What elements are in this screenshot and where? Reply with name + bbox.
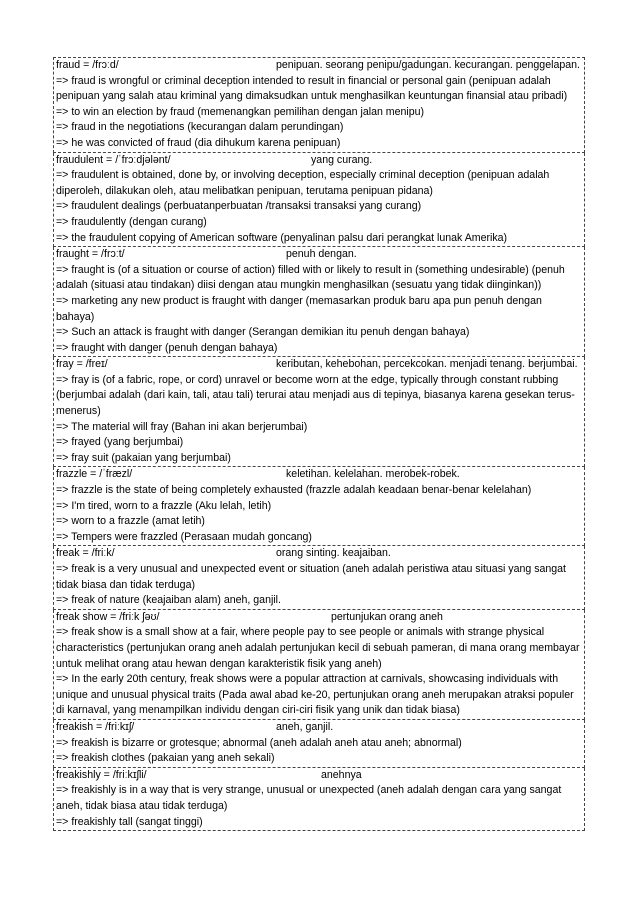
headword: fraud = /frɔːd/ bbox=[56, 59, 119, 71]
example-line: => worn to a frazzle (amat letih) bbox=[56, 515, 205, 528]
example-line: => fraudulently (dengan curang) bbox=[56, 215, 207, 228]
example-line: => freak of nature (keajaiban alam) aneh, ganjil. bbox=[56, 594, 281, 607]
headword: fray = /freɪ/ bbox=[56, 358, 108, 371]
dictionary-entry bbox=[53, 768, 585, 831]
entry-heading bbox=[56, 720, 582, 736]
example-line: => The material will fray (Bahan ini akan berjerumbai) bbox=[56, 420, 308, 433]
example-line: => fraught with danger (penuh dengan bahaya) bbox=[56, 341, 278, 354]
entry-heading bbox=[56, 768, 582, 784]
meaning: yang curang. bbox=[311, 153, 373, 166]
example-line: => fraud in the negotiations (kecurangan dalam perundingan) bbox=[56, 121, 344, 134]
meaning: penuh dengan. bbox=[286, 248, 357, 261]
example-line: => I'm tired, worn to a frazzle (Aku lelah, letih) bbox=[56, 499, 272, 512]
entry-heading bbox=[56, 247, 582, 263]
headword: freakishly = /friːkɪʃli/ bbox=[56, 768, 147, 781]
example-line: => frazzle is the state of being completely exhausted (frazzle adalah keadaan benar-benar kelelahan) bbox=[56, 484, 532, 497]
headword: freak show = /friːk ʃəʊ/ bbox=[56, 610, 160, 623]
dictionary-entry bbox=[53, 467, 585, 546]
meaning: penipuan. seorang penipu/gadungan. kecurangan. penggelapan. bbox=[276, 59, 580, 71]
example-line: => fraud is wrongful or criminal deception intended to result in financial or personal gain (penipuan adalah penipuan yang salah atau kriminal yang dimaksudkan untuk menghasilkan keuntungan finansial atau pribadi) bbox=[56, 74, 568, 103]
meaning: pertunjukan orang aneh bbox=[331, 610, 443, 623]
example-line: => fraudulent is obtained, done by, or involving deception, especially criminal deception (penipuan adalah diperoleh, dilakukan oleh, atau melibatkan penipuan, terutama penipuan pidana) bbox=[56, 169, 550, 197]
example-line: => frayed (yang berjumbai) bbox=[56, 436, 184, 449]
example-line: => fray is (of a fabric, rope, or cord) unravel or become worn at the edge, typically through constant rubbing (berjumbai adalah (dari kain, tali, atau tali) terurai atau menjadi aus di tepinya, biasanya karena gesekan terus-menerus) bbox=[56, 373, 575, 418]
dictionary-page bbox=[53, 57, 585, 831]
entry-heading bbox=[56, 153, 582, 169]
headword: freakish = /friːkɪʃ/ bbox=[56, 720, 135, 733]
example-line: => marketing any new product is fraught with danger (memasarkan produk baru apa pun penuh dengan bahaya) bbox=[56, 294, 542, 323]
headword: fraught = /frɔːt/ bbox=[56, 248, 125, 261]
example-line: => Such an attack is fraught with danger (Serangan demikian itu penuh dengan bahaya) bbox=[56, 326, 470, 339]
dictionary-entry bbox=[53, 357, 585, 467]
example-line: => Tempers were frazzled (Perasaan mudah goncang) bbox=[56, 530, 312, 543]
dictionary-entry bbox=[53, 610, 585, 720]
meaning: aneh, ganjil. bbox=[276, 720, 334, 733]
entry-heading bbox=[56, 546, 582, 562]
example-line: => fray suit (pakaian yang berjumbai) bbox=[56, 451, 231, 464]
entry-heading bbox=[56, 610, 582, 626]
dictionary-entry bbox=[53, 546, 585, 609]
example-line: => fraught is (of a situation or course of action) filled with or likely to result in (something undesirable) (penuh adalah (situasi atau tindakan) diisi dengan atau mungkin menghasilkan (sesuatu yang tidak diinginkan)) bbox=[56, 263, 565, 292]
example-line: => freakish is bizarre or grotesque; abnormal (aneh adalah aneh atau aneh; abnormal) bbox=[56, 736, 462, 749]
dictionary-entry bbox=[53, 153, 585, 248]
dictionary-entry bbox=[53, 57, 585, 153]
dictionary-entry bbox=[53, 247, 585, 357]
meaning: orang sinting. keajaiban. bbox=[276, 547, 391, 560]
entry-heading bbox=[56, 357, 582, 373]
meaning: anehnya bbox=[321, 768, 362, 781]
headword: freak = /friːk/ bbox=[56, 547, 115, 560]
example-line: => freakishly is in a way that is very strange, unusual or unexpected (aneh adalah dengan cara yang sangat aneh, tidak biasa atau tidak terduga) bbox=[56, 784, 562, 812]
example-line: => the fraudulent copying of American software (penyalinan palsu dari perangkat lunak Amerika) bbox=[56, 231, 508, 244]
dictionary-entry bbox=[53, 720, 585, 768]
entry-heading bbox=[56, 467, 582, 483]
example-line: => fraudulent dealings (perbuatanperbuatan /transaksi transaksi yang curang) bbox=[56, 200, 422, 213]
example-line: => freak is a very unusual and unexpected event or situation (aneh adalah peristiwa atau situasi yang sangat tidak biasa dan tidak terduga) bbox=[56, 563, 567, 591]
example-line: => In the early 20th century, freak shows were a popular attraction at carnivals, showcasing individuals with unique and unusual physical traits (Pada awal abad ke-20, pertunjukan orang aneh merupakan atraksi populer di karnaval, yang menampilkan individu dengan ciri-ciri fisik yang unik dan tidak biasa) bbox=[56, 673, 574, 717]
example-line: => freak show is a small show at a fair, where people pay to see people or animals with strange physical characteristics (pertunjukan orang aneh adalah pertunjukan kecil di sebuah pameran, di mana orang membayar untuk melihat orang atau hewan dengan karakteristik fisik yang aneh) bbox=[56, 626, 580, 670]
example-line: => to win an election by fraud (memenangkan pemilihan dengan jalan menipu) bbox=[56, 105, 425, 118]
meaning: keributan, kehebohan, percekcokan. menjadi tenang. berjumbai. bbox=[276, 358, 578, 371]
example-line: => he was convicted of fraud (dia dihukum karena penipuan) bbox=[56, 136, 341, 149]
example-line: => freakish clothes (pakaian yang aneh sekali) bbox=[56, 752, 275, 765]
headword: fraudulent = /ˈfrɔːdjələnt/ bbox=[56, 153, 171, 166]
entry-heading bbox=[56, 58, 582, 74]
example-line: => freakishly tall (sangat tinggi) bbox=[56, 815, 203, 828]
meaning: keletihan. kelelahan. merobek-robek. bbox=[286, 468, 460, 481]
headword: frazzle = /ˈfræzl/ bbox=[56, 468, 133, 481]
